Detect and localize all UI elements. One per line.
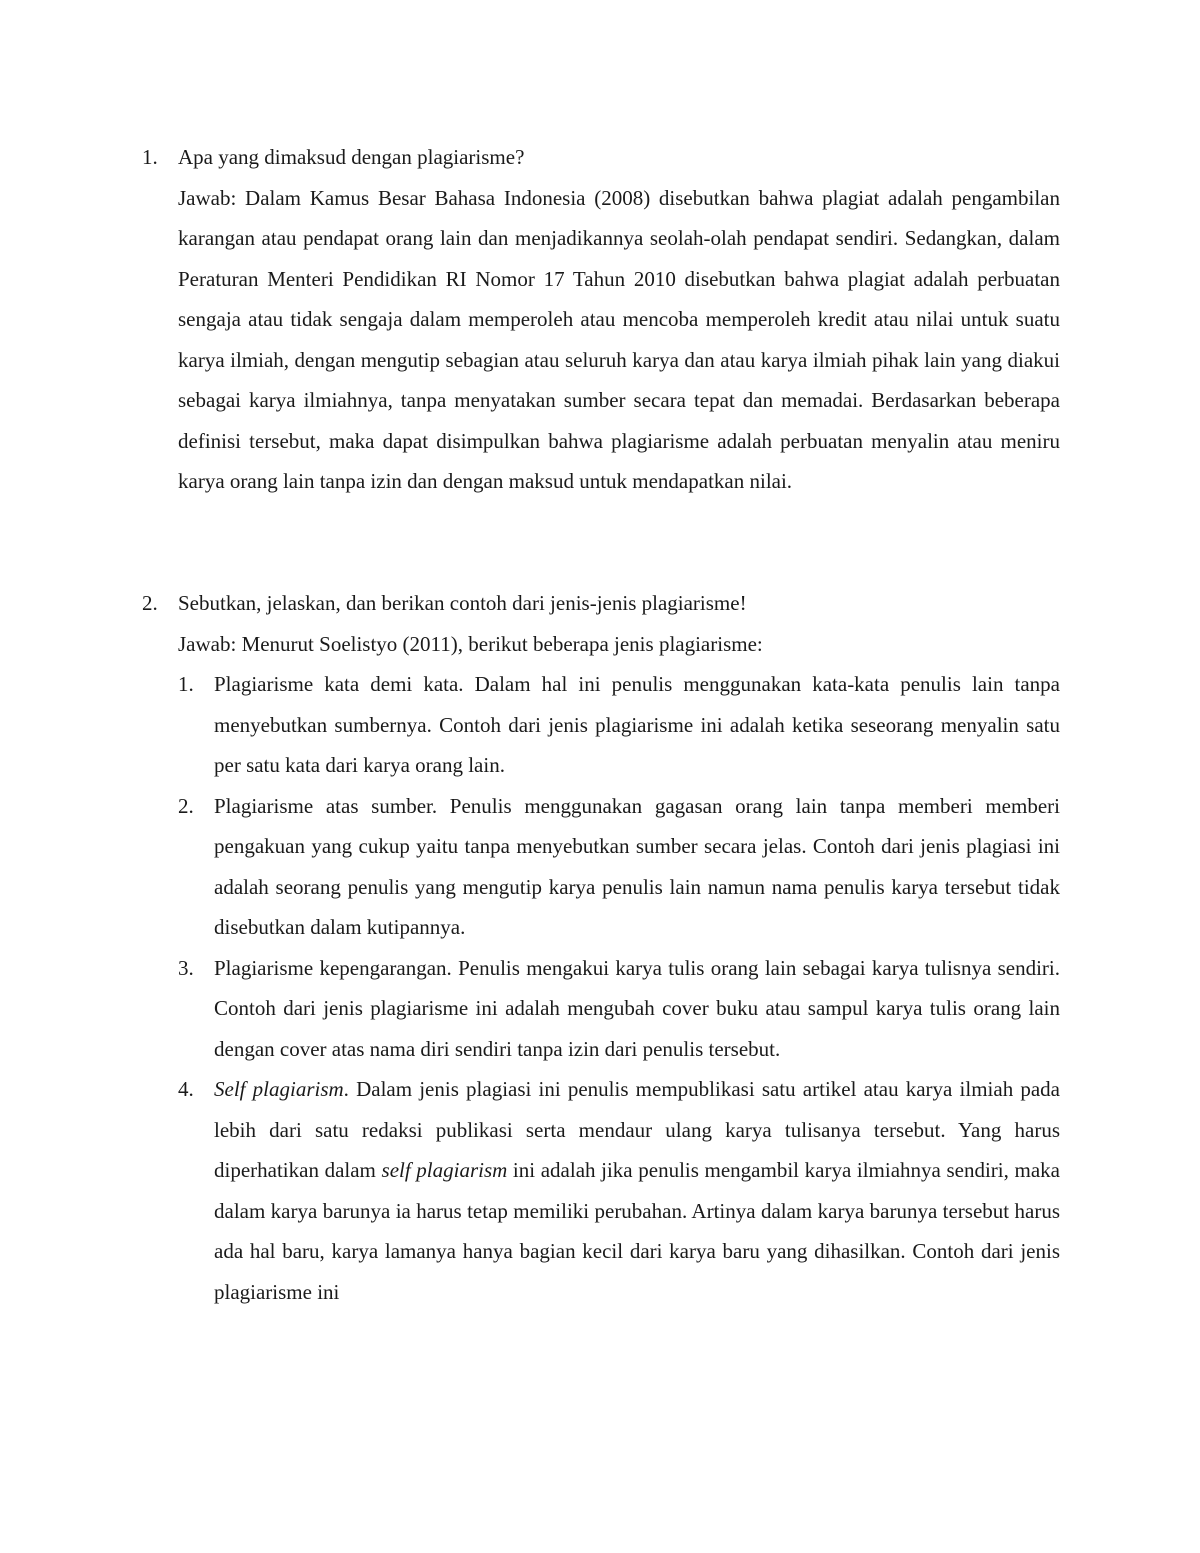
list-item — [178, 948, 1060, 1070]
question-1 — [142, 137, 1062, 502]
list-item — [178, 786, 1060, 948]
list-item — [178, 664, 1060, 786]
question-2-answer-intro: Jawab: Menurut Soelistyo (2011), berikut beberapa jenis plagiarisme: — [178, 631, 763, 656]
list-item-inline-term: self plagiarism — [381, 1158, 508, 1182]
list-item-number: 4. — [178, 1077, 194, 1101]
list-item-number: 2. — [178, 793, 194, 818]
question-1-body — [178, 137, 1060, 502]
question-2-body — [178, 583, 1060, 1312]
question-1-number: 1. — [142, 145, 158, 169]
list-item-text-part-b: ini adalah jika penulis mengambil karya ilmiahnya sendiri, maka dalam karya barunya ia harus tetap memiliki perubahan. Artinya dalam karya barunya tersebut harus ada hal baru, karya lamanya hanya bagian kecil dari karya baru yang dihasilkan. Contoh dari jenis plagiarisme ini — [214, 1158, 1060, 1304]
list-item-title-dot: . — [343, 1077, 349, 1101]
question-2 — [142, 583, 1062, 1312]
question-1-answer: Jawab: Dalam Kamus Besar Bahasa Indonesia (2008) disebutkan bahwa plagiat adalah pengambilan karangan atau pendapat orang lain dan menjadikannya seolah-olah pendapat sendiri. Sedangkan, dalam Peraturan Menteri Pendidikan RI Nomor 17 Tahun 2010 disebutkan bahwa plagiat adalah perbuatan sengaja atau tidak sengaja dalam memperoleh atau mencoba memperoleh kredit atau nilai untuk suatu karya ilmiah, dengan mengutip sebagian atau seluruh karya dan atau karya ilmiah pihak lain yang diakui sebagai karya ilmiahnya, tanpa menyatakan sumber secara tepat dan memadai. Berdasarkan beberapa definisi tersebut, maka dapat disimpulkan bahwa plagiarisme adalah perbuatan menyalin atau meniru karya orang lain tanpa izin dan dengan maksud untuk mendapatkan nilai. — [178, 185, 1060, 493]
list-item-text: Plagiarisme kata demi kata. Dalam hal ini penulis menggunakan kata-kata penulis lain tanpa menyebutkan sumbernya. Contoh dari jenis plagiarisme ini adalah ketika seseorang menyalin satu per satu kata dari karya orang lain. — [214, 672, 1060, 777]
list-item-text: Plagiarisme atas sumber. Penulis menggunakan gagasan orang lain tanpa memberi memberi pengakuan yang cukup yaitu tanpa menyebutkan sumber secara jelas. Contoh dari jenis plagiasi ini adalah seorang penulis yang mengutip karya penulis lain namun nama penulis karya tersebut tidak disebutkan dalam kutipannya. — [214, 793, 1060, 939]
list-item-text-part-a: Dalam jenis plagiasi ini penulis mempublikasi satu artikel atau karya ilmiah pada lebih dari satu redaksi publikasi serta mendaur ulang karya tulisanya tersebut. Yang harus diperhatikan dalam — [214, 1077, 1060, 1182]
list-item-text — [214, 1069, 1060, 1312]
list-item-number: 3. — [178, 955, 194, 980]
list-item-number: 1. — [178, 672, 194, 696]
question-2-number: 2. — [142, 591, 158, 615]
list-item-text: Plagiarisme kepengarangan. Penulis mengakui karya tulis orang lain sebagai karya tulisnya sendiri. Contoh dari jenis plagiarisme ini adalah mengubah cover buku atau sampul karya tulis orang lain dengan cover atas nama diri sendiri tanpa izin dari penulis tersebut. — [214, 955, 1060, 1061]
question-1-text: Apa yang dimaksud dengan plagiarisme? — [178, 145, 525, 169]
list-item — [178, 1069, 1060, 1312]
plagiarism-types-list — [178, 664, 1060, 1312]
question-2-text: Sebutkan, jelaskan, dan berikan contoh dari jenis-jenis plagiarisme! — [178, 591, 747, 615]
list-item-title: Self plagiarism — [214, 1077, 344, 1101]
